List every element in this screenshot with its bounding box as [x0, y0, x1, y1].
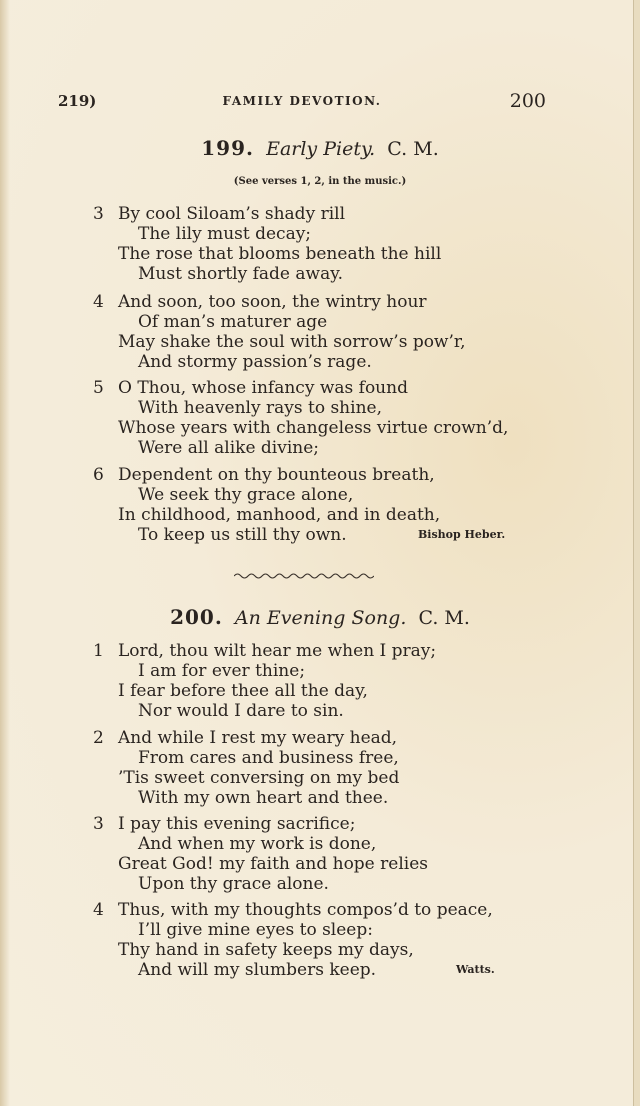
verse-line: Thy hand in safety keeps my days, [118, 940, 414, 960]
hymn-200-stanza-2 [93, 728, 553, 808]
hymn-199-stanza-5 [93, 378, 553, 458]
verse-number: 1 [93, 641, 104, 661]
page-edge [633, 0, 640, 1106]
verse-line: The rose that blooms beneath the hill [118, 244, 442, 264]
verse-line: 3 By cool Siloam’s shady rill [93, 204, 346, 224]
header-page-left: 219) [58, 92, 97, 110]
hymn-199-note: (See verses 1, 2, in the music.) [233, 176, 407, 187]
verse-line: 4 And soon, too soon, the wintry hour [93, 292, 427, 312]
verse-number: 2 [93, 728, 104, 748]
verse-line: Great God! my faith and hope relies [118, 854, 428, 874]
verse-line: 4 Thus, with my thoughts compos’d to peace, [93, 900, 493, 920]
ornamental-divider [234, 570, 374, 580]
verse-line: Of man’s maturer age [138, 312, 328, 332]
verse-number: 4 [93, 292, 104, 312]
verse-line: Upon thy grace alone. [138, 874, 329, 894]
verse-line: ’Tis sweet conversing on my bed [118, 768, 400, 788]
verse-line: 5 O Thou, whose infancy was found [93, 378, 408, 398]
hymn-200-author: Watts. [456, 963, 495, 976]
hymn-199-author: Bishop Heber. [418, 528, 506, 541]
page-edge-shadow [0, 0, 10, 1106]
hymn-name: An Evening Song. [234, 607, 407, 629]
verse-line: And will my slumbers keep. [138, 960, 377, 980]
verse-line: We seek thy grace alone, [138, 485, 354, 505]
hymn-number: 199. [201, 136, 254, 160]
verse-line: Whose years with changeless virtue crown’d, [118, 418, 509, 438]
verse-line: And when my work is done, [138, 834, 377, 854]
hymn-200-stanza-3 [93, 814, 553, 894]
verse-line: Were all alike divine; [138, 438, 320, 458]
verse-line: With my own heart and thee. [138, 788, 389, 808]
header-page-number: 200 [509, 90, 546, 112]
verse-line: From cares and business free, [138, 748, 399, 768]
verse-number: 4 [93, 900, 104, 920]
hymn-199-stanza-3 [93, 204, 553, 284]
hymn-number: 200. [170, 605, 223, 629]
verse-line: With heavenly rays to shine, [138, 398, 382, 418]
verse-number: 3 [93, 204, 104, 224]
verse-line: I am for ever thine; [138, 661, 306, 681]
verse-line: To keep us still thy own. [138, 525, 347, 545]
verse-line: May shake the soul with sorrow’s pow’r, [118, 332, 466, 352]
hymn-name: Early Piety. [266, 138, 376, 160]
verse-line: Must shortly fade away. [138, 264, 343, 284]
verse-line: 2 And while I rest my weary head, [93, 728, 398, 748]
hymn-meter: C. M. [387, 138, 439, 160]
verse-number: 3 [93, 814, 104, 834]
verse-line: And stormy passion’s rage. [138, 352, 372, 372]
running-header [58, 90, 546, 114]
verse-line: I’ll give mine eyes to sleep: [138, 920, 373, 940]
verse-number: 6 [93, 465, 104, 485]
verse-line: I fear before thee all the day, [118, 681, 368, 701]
verse-line: 3 I pay this evening sacrifice; [93, 814, 356, 834]
hymn-200-stanza-1 [93, 641, 553, 721]
verse-line: 1 Lord, thou wilt hear me when I pray; [93, 641, 437, 661]
hymn-meter: C. M. [418, 607, 470, 629]
verse-line: 6 Dependent on thy bounteous breath, [93, 465, 435, 485]
verse-number: 5 [93, 378, 104, 398]
header-running-title: FAMILY DEVOTION. [222, 94, 382, 108]
verse-line: The lily must decay; [138, 224, 312, 244]
hymn-199-stanza-4 [93, 292, 553, 372]
verse-line: Nor would I dare to sin. [138, 701, 344, 721]
verse-line: In childhood, manhood, and in death, [118, 505, 441, 525]
hymn-199-title [0, 136, 640, 160]
hymn-200-title [0, 605, 640, 629]
